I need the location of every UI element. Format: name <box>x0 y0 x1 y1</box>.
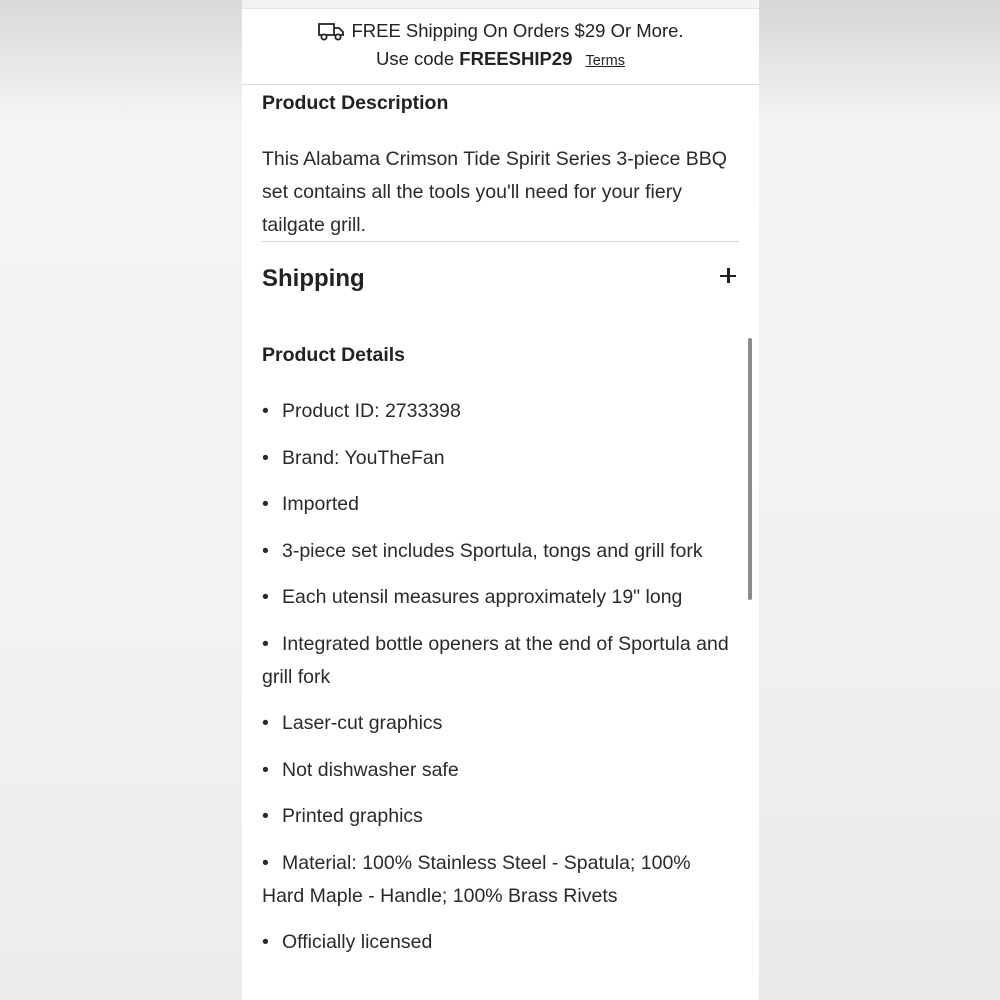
list-item: • Imported <box>262 493 359 515</box>
plus-icon[interactable] <box>719 266 737 284</box>
list-item-text: Product ID: 2733398 <box>282 400 461 422</box>
free-shipping-text: FREE Shipping On Orders $29 Or More. <box>351 20 684 41</box>
list-item: • 3-piece set includes Sportula, tongs and grill fork <box>262 539 703 562</box>
list-item: • Integrated bottle openers at the end of Sportula and grill fork <box>262 632 729 688</box>
list-item-text: 3-piece set includes Sportula, tongs and grill fork <box>282 539 703 562</box>
list-item: • Officially licensed <box>262 931 433 953</box>
divider <box>262 241 739 242</box>
list-item-text: Brand: YouTheFan <box>282 446 445 469</box>
list-item-text: Laser-cut graphics <box>282 712 443 734</box>
product-details-list <box>262 395 736 973</box>
list-item-text: Integrated bottle openers at the end of Sportula and grill fork <box>262 632 729 688</box>
product-description-text: This Alabama Crimson Tide Spirit Series 3-piece BBQ set contains all the tools you'll need for your fiery tailgate grill. <box>262 148 727 236</box>
use-code-label: Use code <box>375 48 455 69</box>
list-item-text: Officially licensed <box>282 931 433 953</box>
product-details-heading: Product Details <box>262 344 406 366</box>
free-shipping-banner <box>242 8 759 85</box>
list-item: • Product ID: 2733398 <box>262 400 461 422</box>
list-item-text: Material: 100% Stainless Steel - Spatula; 100% Hard Maple - Handle; 100% Brass Rivets <box>262 851 691 907</box>
list-item: • Not dishwasher safe <box>262 758 459 781</box>
terms-link[interactable]: Terms <box>585 53 626 69</box>
list-item-text: Printed graphics <box>282 805 423 827</box>
promo-code-line <box>242 48 759 70</box>
list-item: • Laser-cut graphics <box>262 712 443 734</box>
promo-code: FREESHIP29 <box>459 48 573 69</box>
background-right <box>758 0 1000 1000</box>
list-item-text: Each utensil measures approximately 19" long <box>282 586 683 608</box>
list-item: • Material: 100% Stainless Steel - Spatula; 100% Hard Maple - Handle; 100% Brass Rivets <box>262 851 691 907</box>
shipping-heading[interactable]: Shipping <box>262 265 365 292</box>
list-item-text: Imported <box>282 493 359 515</box>
promo-line <box>242 20 759 42</box>
scrollbar[interactable] <box>748 338 752 600</box>
truck-icon <box>317 21 345 41</box>
product-description-heading: Product Description <box>262 92 449 114</box>
list-item: • Each utensil measures approximately 19" long <box>262 586 683 608</box>
background-left <box>0 0 242 1000</box>
list-item: • Brand: YouTheFan <box>262 446 445 469</box>
list-item-text: Not dishwasher safe <box>282 758 459 781</box>
list-item: • Printed graphics <box>262 805 423 827</box>
product-page <box>242 0 759 1000</box>
